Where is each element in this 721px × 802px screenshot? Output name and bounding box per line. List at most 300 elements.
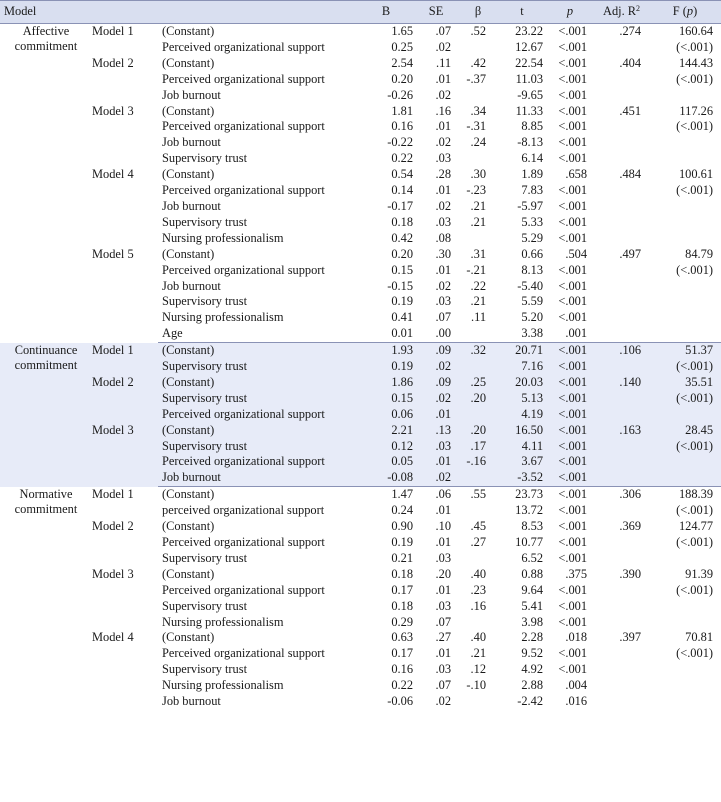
f-stat bbox=[649, 231, 721, 247]
coef-t: 6.14 bbox=[521, 151, 544, 166]
table-row bbox=[0, 630, 721, 646]
coef-b: 0.18 bbox=[391, 566, 414, 581]
coef-beta bbox=[458, 359, 498, 375]
group-label: Affective commitment bbox=[14, 24, 78, 53]
coef-se: .02 bbox=[435, 39, 452, 54]
adj-r2: .451 bbox=[619, 103, 642, 118]
coef-p: <.001 bbox=[558, 55, 588, 70]
header-model bbox=[0, 1, 358, 24]
coef-p: <.001 bbox=[558, 262, 588, 277]
coef-beta: .21 bbox=[470, 646, 487, 661]
model-label: Model 1 bbox=[92, 486, 134, 501]
coef-beta: .16 bbox=[470, 598, 487, 613]
table-row bbox=[0, 104, 721, 120]
coef-t: 2.28 bbox=[521, 630, 544, 645]
coef-t: 0.66 bbox=[521, 246, 544, 261]
coef-b: 1.65 bbox=[391, 24, 414, 38]
coef-p: <.001 bbox=[546, 359, 594, 375]
f-stat bbox=[649, 88, 721, 104]
f-stat bbox=[649, 294, 721, 310]
f-stat: (<.001) bbox=[676, 39, 714, 54]
header-p-label: p bbox=[566, 4, 574, 19]
coef-beta: -.16 bbox=[458, 454, 498, 470]
header-adj-sup: 2 bbox=[636, 4, 641, 14]
coef-t: 1.89 bbox=[521, 167, 544, 182]
adj-r2 bbox=[594, 359, 649, 375]
adj-r2: .106 bbox=[594, 343, 649, 359]
coef-b: 1.81 bbox=[391, 103, 414, 118]
predictor: Job burnout bbox=[162, 278, 221, 293]
f-stat: (<.001) bbox=[676, 119, 714, 134]
f-stat: (<.001) bbox=[649, 359, 721, 375]
predictor: Perceived organizational support bbox=[162, 39, 325, 54]
adj-r2 bbox=[594, 40, 649, 56]
coef-b: -0.26 bbox=[387, 87, 414, 102]
predictor: Perceived organizational support bbox=[162, 71, 325, 86]
predictor: Perceived organizational support bbox=[162, 262, 325, 277]
f-stat: (<.001) bbox=[676, 535, 714, 549]
coef-p: <.001 bbox=[558, 519, 588, 534]
coef-b: 0.01 bbox=[358, 326, 414, 342]
coef-p: <.001 bbox=[558, 119, 588, 134]
table-row bbox=[0, 343, 721, 359]
coef-b: 0.21 bbox=[391, 550, 414, 565]
coef-b: 2.54 bbox=[391, 55, 414, 70]
adj-r2 bbox=[594, 326, 649, 342]
coef-b: 0.16 bbox=[391, 119, 414, 134]
f-stat: 35.51 bbox=[649, 375, 721, 391]
f-stat: (<.001) bbox=[649, 391, 721, 407]
adj-r2: .306 bbox=[619, 487, 642, 502]
coef-t: 10.77 bbox=[515, 535, 544, 549]
coef-b: 0.63 bbox=[391, 630, 414, 645]
coef-b: -0.22 bbox=[387, 135, 414, 150]
coef-beta: .27 bbox=[470, 535, 487, 549]
adj-r2: .140 bbox=[594, 375, 649, 391]
coef-t: 11.03 bbox=[515, 71, 544, 86]
coef-se: .02 bbox=[435, 87, 452, 102]
coef-beta: .11 bbox=[471, 310, 487, 325]
predictor: Perceived organizational support bbox=[162, 582, 325, 597]
coef-se: .01 bbox=[435, 71, 452, 86]
coef-beta: .52 bbox=[470, 24, 487, 38]
coef-beta bbox=[458, 503, 498, 519]
adj-r2 bbox=[594, 294, 649, 310]
coef-t: 20.03 bbox=[498, 375, 546, 391]
coef-b: 1.47 bbox=[391, 487, 414, 502]
predictor: Nursing professionalism bbox=[162, 614, 284, 629]
adj-r2 bbox=[594, 279, 649, 295]
predictor: Job burnout bbox=[162, 135, 221, 150]
coef-beta bbox=[458, 694, 498, 710]
f-stat bbox=[649, 470, 721, 486]
f-stat: 117.26 bbox=[679, 103, 714, 118]
coef-t: 7.16 bbox=[498, 359, 546, 375]
coef-b: 0.19 bbox=[358, 359, 414, 375]
coef-t: 12.67 bbox=[515, 39, 544, 54]
model-label: Model 4 bbox=[92, 630, 134, 645]
predictor: (Constant) bbox=[162, 55, 215, 70]
table-row bbox=[0, 247, 721, 263]
coef-beta: -.23 bbox=[466, 183, 487, 198]
predictor: (Constant) bbox=[162, 167, 215, 182]
predictor: (Constant) bbox=[162, 103, 215, 118]
f-stat: 160.64 bbox=[678, 24, 714, 38]
f-stat: 188.39 bbox=[678, 487, 714, 502]
coef-b: 0.17 bbox=[391, 582, 414, 597]
coef-t: 9.64 bbox=[521, 582, 544, 597]
coef-p: <.001 bbox=[558, 550, 588, 565]
model-label: Model 3 bbox=[92, 423, 158, 487]
coef-t: 5.29 bbox=[521, 230, 544, 245]
coef-p: <.001 bbox=[558, 614, 588, 629]
f-stat: 84.79 bbox=[685, 246, 714, 261]
coef-se: .06 bbox=[435, 487, 452, 502]
coef-beta: .21 bbox=[470, 198, 487, 213]
coef-p: <.001 bbox=[558, 103, 588, 118]
model-label: Model 2 bbox=[92, 55, 134, 70]
adj-r2 bbox=[594, 662, 649, 678]
coef-t: 7.83 bbox=[521, 183, 544, 198]
f-stat: 124.77 bbox=[678, 519, 714, 534]
model-label: Model 3 bbox=[92, 566, 134, 581]
coef-b: -0.15 bbox=[387, 278, 414, 293]
f-stat: (<.001) bbox=[676, 646, 714, 661]
coef-se: .11 bbox=[436, 55, 452, 70]
coef-b: 0.15 bbox=[391, 262, 414, 277]
coef-b: -0.08 bbox=[358, 470, 414, 486]
coef-se: .01 bbox=[435, 119, 452, 134]
coef-p: <.001 bbox=[558, 183, 588, 198]
coef-beta bbox=[458, 88, 498, 104]
coef-beta: .21 bbox=[470, 214, 487, 229]
coef-se: .07 bbox=[435, 614, 452, 629]
predictor: Supervisory trust bbox=[162, 214, 248, 229]
coef-se: .27 bbox=[435, 630, 452, 645]
coef-p: <.001 bbox=[558, 294, 588, 309]
adj-r2: .390 bbox=[619, 566, 642, 581]
coef-t: 20.71 bbox=[498, 343, 546, 359]
header-t-label: t bbox=[520, 4, 524, 19]
coef-se: .28 bbox=[435, 167, 452, 182]
adj-r2 bbox=[594, 470, 649, 486]
coef-p: <.001 bbox=[558, 598, 588, 613]
coef-t: 4.19 bbox=[498, 407, 546, 423]
coef-b: 0.20 bbox=[391, 71, 414, 86]
coef-beta: .23 bbox=[470, 582, 487, 597]
coef-se: .02 bbox=[435, 278, 452, 293]
adj-r2 bbox=[594, 231, 649, 247]
coef-p: <.001 bbox=[546, 454, 594, 470]
predictor: Supervisory trust bbox=[162, 550, 248, 565]
header-beta-label: β bbox=[474, 4, 482, 19]
adj-r2 bbox=[594, 694, 649, 710]
coef-p: <.001 bbox=[558, 87, 588, 102]
predictor: Job burnout bbox=[162, 198, 221, 213]
coef-beta bbox=[458, 231, 498, 247]
group-label: Normative commitment bbox=[14, 486, 78, 516]
f-stat bbox=[649, 199, 721, 215]
coef-b: 0.05 bbox=[358, 454, 414, 470]
coef-p: .016 bbox=[565, 694, 588, 709]
adj-r2 bbox=[594, 72, 649, 88]
coef-p: .658 bbox=[565, 167, 588, 182]
coef-p: <.001 bbox=[558, 214, 588, 229]
adj-r2 bbox=[594, 615, 649, 631]
adj-r2 bbox=[594, 551, 649, 567]
coef-p: <.001 bbox=[558, 151, 588, 166]
coef-t: 3.98 bbox=[521, 614, 544, 629]
adj-r2: .484 bbox=[619, 167, 642, 182]
predictor: Supervisory trust bbox=[158, 439, 358, 455]
coef-t: 5.13 bbox=[498, 391, 546, 407]
coef-beta: .24 bbox=[470, 135, 487, 150]
predictor: Perceived organizational support bbox=[158, 454, 358, 470]
model-label: Model 2 bbox=[92, 519, 134, 534]
coef-p: <.001 bbox=[546, 375, 594, 391]
adj-r2 bbox=[594, 263, 649, 279]
coef-p: .375 bbox=[565, 566, 588, 581]
coef-p: .004 bbox=[565, 678, 588, 693]
coef-beta: .55 bbox=[470, 487, 487, 502]
adj-r2 bbox=[594, 407, 649, 423]
header-row bbox=[0, 1, 721, 24]
coef-se: .00 bbox=[414, 326, 458, 342]
coef-b: 0.12 bbox=[358, 439, 414, 455]
coef-t: 3.67 bbox=[498, 454, 546, 470]
coef-b: 0.29 bbox=[391, 614, 414, 629]
predictor: (Constant) bbox=[162, 566, 215, 581]
coef-beta: .12 bbox=[470, 662, 487, 677]
predictor: (Constant) bbox=[162, 246, 215, 261]
f-stat bbox=[649, 407, 721, 423]
adj-r2 bbox=[594, 646, 649, 662]
coef-p: <.001 bbox=[546, 407, 594, 423]
adj-r2 bbox=[594, 583, 649, 599]
adj-r2 bbox=[594, 454, 649, 470]
coef-b: 0.16 bbox=[391, 662, 414, 677]
coef-beta: .45 bbox=[470, 519, 487, 534]
f-stat bbox=[649, 662, 721, 678]
table-row bbox=[0, 24, 721, 40]
f-stat: (<.001) bbox=[676, 183, 714, 198]
coef-se: .03 bbox=[414, 439, 458, 455]
coef-beta: .20 bbox=[458, 391, 498, 407]
coef-t: 5.33 bbox=[521, 214, 544, 229]
coef-b: 0.15 bbox=[358, 391, 414, 407]
adj-r2 bbox=[594, 391, 649, 407]
coef-se: .10 bbox=[435, 519, 452, 534]
adj-r2 bbox=[594, 151, 649, 167]
model-label: Model 1 bbox=[92, 24, 134, 38]
f-stat bbox=[649, 135, 721, 151]
coef-t: 11.33 bbox=[515, 103, 544, 118]
model-label: Model 3 bbox=[92, 103, 134, 118]
coef-se: .07 bbox=[435, 678, 452, 693]
adj-r2 bbox=[594, 88, 649, 104]
coef-se: .03 bbox=[435, 294, 452, 309]
predictor: Supervisory trust bbox=[158, 359, 358, 375]
adj-r2: .497 bbox=[619, 246, 642, 261]
header-b-label: B bbox=[381, 4, 391, 19]
coef-t: 6.52 bbox=[521, 550, 544, 565]
header-f-label: F ( bbox=[672, 4, 687, 19]
coef-p: <.001 bbox=[546, 391, 594, 407]
adj-r2: .163 bbox=[594, 423, 649, 439]
coef-b: 1.93 bbox=[358, 343, 414, 359]
coef-p: <.001 bbox=[546, 439, 594, 455]
predictor: Age bbox=[158, 326, 358, 342]
coef-se: .16 bbox=[435, 103, 452, 118]
coef-se: .02 bbox=[414, 470, 458, 486]
predictor: Job burnout bbox=[158, 470, 358, 486]
coef-beta bbox=[458, 40, 498, 56]
coef-b: 0.17 bbox=[391, 646, 414, 661]
coef-b: 0.54 bbox=[391, 167, 414, 182]
predictor: (Constant) bbox=[158, 343, 358, 359]
coef-se: .01 bbox=[414, 454, 458, 470]
coef-se: .08 bbox=[435, 230, 452, 245]
coef-b: 0.22 bbox=[391, 678, 414, 693]
coef-se: .13 bbox=[414, 423, 458, 439]
table-row bbox=[0, 423, 721, 439]
coef-t: 9.52 bbox=[521, 646, 544, 661]
coef-t: 8.53 bbox=[521, 519, 544, 534]
coef-t: -9.65 bbox=[517, 87, 544, 102]
coef-p: <.001 bbox=[558, 487, 588, 502]
predictor: Nursing professionalism bbox=[162, 230, 284, 245]
predictor: Supervisory trust bbox=[158, 391, 358, 407]
coef-se: .01 bbox=[435, 262, 452, 277]
coef-p: <.001 bbox=[558, 24, 588, 38]
f-stat: 70.81 bbox=[685, 630, 714, 645]
coef-p: .504 bbox=[565, 246, 588, 261]
predictor: Supervisory trust bbox=[162, 598, 248, 613]
adj-r2 bbox=[594, 503, 649, 519]
coef-p: <.001 bbox=[546, 343, 594, 359]
model-label: Model 5 bbox=[92, 246, 134, 261]
coef-beta: .20 bbox=[458, 423, 498, 439]
coef-p: <.001 bbox=[558, 310, 588, 325]
f-stat bbox=[649, 151, 721, 167]
predictor: Supervisory trust bbox=[162, 294, 248, 309]
header-adj-label: Adj. R bbox=[603, 4, 637, 19]
adj-r2 bbox=[594, 439, 649, 455]
table-row bbox=[0, 567, 721, 583]
adj-r2 bbox=[594, 119, 649, 135]
coef-p: <.001 bbox=[546, 423, 594, 439]
coef-t: 0.88 bbox=[521, 566, 544, 581]
f-stat: (<.001) bbox=[676, 262, 714, 277]
coef-beta: .32 bbox=[458, 343, 498, 359]
model-label: Model 1 bbox=[92, 343, 158, 375]
coef-b: 0.18 bbox=[391, 214, 414, 229]
coef-p: <.001 bbox=[558, 278, 588, 293]
coef-p: <.001 bbox=[558, 198, 588, 213]
coef-se: .01 bbox=[435, 183, 452, 198]
header-f-p: p bbox=[686, 4, 694, 19]
coef-se: .03 bbox=[435, 598, 452, 613]
f-stat: 51.37 bbox=[649, 343, 721, 359]
predictor: (Constant) bbox=[162, 519, 215, 534]
f-stat bbox=[649, 678, 721, 694]
coef-se: .03 bbox=[435, 151, 452, 166]
coef-se: .02 bbox=[435, 694, 452, 709]
f-stat bbox=[649, 551, 721, 567]
header-beta bbox=[458, 1, 498, 24]
coef-t: 5.20 bbox=[521, 310, 544, 325]
coef-t: 22.54 bbox=[515, 55, 544, 70]
coef-beta: -.21 bbox=[466, 262, 487, 277]
adj-r2 bbox=[594, 215, 649, 231]
table-header bbox=[0, 1, 721, 24]
coef-b: 0.24 bbox=[391, 503, 414, 518]
f-stat: (<.001) bbox=[676, 71, 714, 86]
adj-r2: .404 bbox=[619, 55, 642, 70]
table-row bbox=[0, 519, 721, 535]
group-label: Continuance commitment bbox=[0, 343, 92, 487]
coef-b: 0.06 bbox=[358, 407, 414, 423]
coef-t: -3.52 bbox=[498, 470, 546, 486]
header-t bbox=[498, 1, 546, 24]
coef-p: <.001 bbox=[558, 535, 588, 549]
coef-b: 0.19 bbox=[391, 294, 414, 309]
coef-b: 0.41 bbox=[391, 310, 414, 325]
predictor: Perceived organizational support bbox=[162, 119, 325, 134]
f-stat: 100.61 bbox=[678, 167, 714, 182]
predictor: (Constant) bbox=[158, 423, 358, 439]
coef-beta: .30 bbox=[470, 167, 487, 182]
adj-r2 bbox=[594, 199, 649, 215]
coef-se: .30 bbox=[435, 246, 452, 261]
f-stat bbox=[649, 615, 721, 631]
coef-t: 8.85 bbox=[521, 119, 544, 134]
predictor: Nursing professionalism bbox=[162, 678, 284, 693]
predictor: Perceived organizational support bbox=[162, 646, 325, 661]
coef-t: -8.13 bbox=[517, 135, 544, 150]
coef-beta bbox=[458, 151, 498, 167]
f-stat bbox=[649, 454, 721, 470]
coef-b: 0.22 bbox=[391, 151, 414, 166]
coef-t: 8.13 bbox=[521, 262, 544, 277]
coef-se: .02 bbox=[435, 135, 452, 150]
predictor: Supervisory trust bbox=[162, 151, 248, 166]
coef-se: .07 bbox=[435, 310, 452, 325]
coef-b: 0.14 bbox=[391, 183, 414, 198]
coef-b: -0.06 bbox=[387, 694, 414, 709]
coef-p: <.001 bbox=[558, 39, 588, 54]
coef-se: .02 bbox=[414, 359, 458, 375]
coef-b: 0.90 bbox=[391, 519, 414, 534]
f-stat bbox=[649, 694, 721, 710]
coef-b: 1.86 bbox=[358, 375, 414, 391]
coef-p: <.001 bbox=[546, 470, 594, 486]
coef-t: 5.59 bbox=[521, 294, 544, 309]
coef-beta: -.37 bbox=[466, 71, 487, 86]
table-body bbox=[0, 24, 721, 710]
coef-beta: .42 bbox=[470, 55, 487, 70]
header-p bbox=[546, 1, 594, 24]
coef-t: 23.22 bbox=[515, 24, 544, 38]
coef-b: 0.20 bbox=[391, 246, 414, 261]
adj-r2: .397 bbox=[619, 630, 642, 645]
coef-se: .03 bbox=[435, 550, 452, 565]
predictor: (Constant) bbox=[162, 487, 215, 502]
coef-p: <.001 bbox=[558, 503, 588, 518]
coef-se: .02 bbox=[414, 391, 458, 407]
header-f-end: ) bbox=[693, 4, 698, 19]
adj-r2 bbox=[594, 310, 649, 326]
